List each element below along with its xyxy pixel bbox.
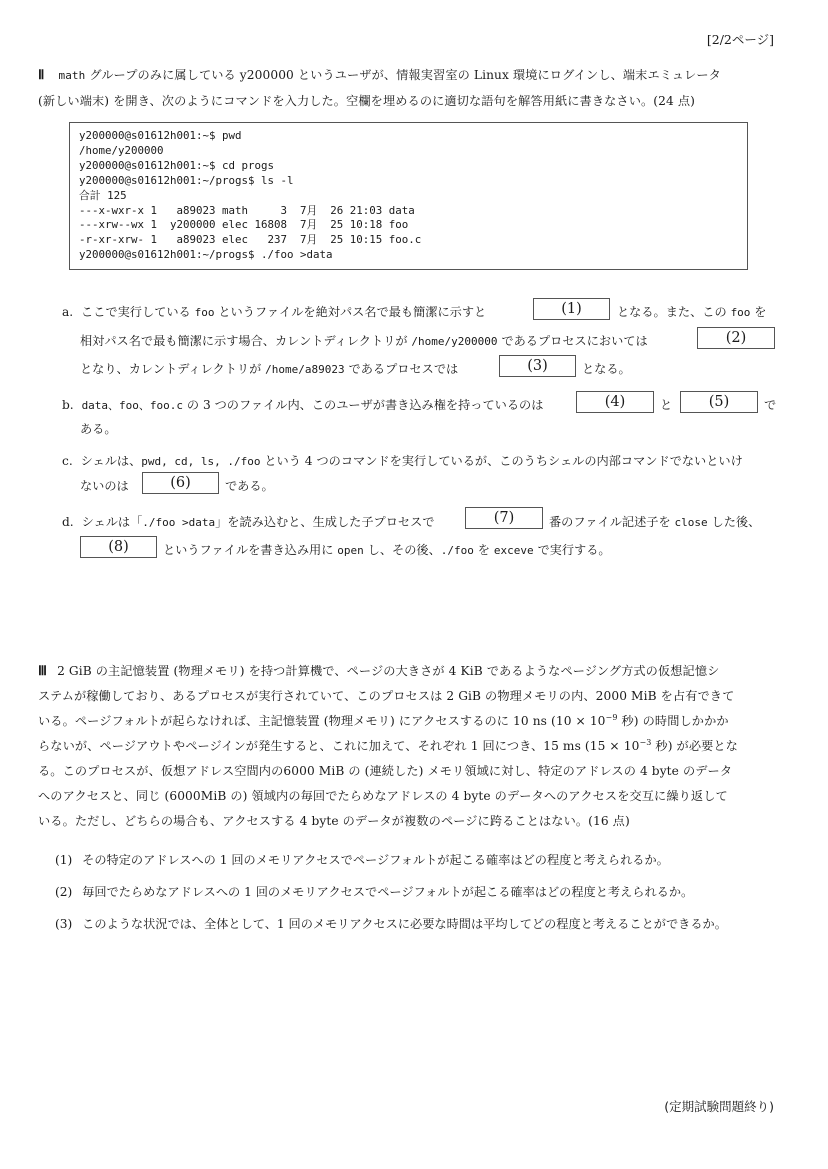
page-indicator: [2/2ページ] — [706, 32, 774, 47]
item-d-line2 — [163, 541, 611, 558]
section3-line1 — [38, 662, 719, 679]
item-c-line1 — [62, 452, 743, 469]
code: /home/a89023 — [265, 363, 345, 376]
exponent: −3 — [639, 737, 652, 747]
text: という 4 つのコマンドを実行しているが、このうちシェルの内部コマンドでないといけ — [260, 454, 743, 468]
item-d-line1-tail — [549, 513, 760, 530]
section3-line2: ステムが稼働しており、あるプロセスが実行されていて、このプロセスは 2 GiB の物理メモリの内、2000 MiB を占有できて — [38, 689, 735, 703]
question-number: (1) — [55, 853, 73, 867]
section3-line7: いる。ただし、どちらの場合も、アクセスする 4 byte のデータが複数のページに跨ることはない。(16 点) — [38, 814, 630, 828]
blank-5[interactable]: (5) — [680, 391, 758, 413]
code: foo — [194, 306, 215, 319]
text: を — [473, 543, 494, 557]
terminal-line: ---xrw--wx 1 y200000 elec 16808 7月 25 10:18 foo — [79, 218, 409, 232]
section3-line5: る。このプロセスが、仮想アドレス空間内の6000 MiB の (連続した) メモリ領域に対し、特定のアドレスの 4 byte のデータ — [38, 764, 733, 778]
blank-4[interactable]: (4) — [576, 391, 654, 413]
item-a-line2 — [80, 332, 648, 349]
blank-3[interactable]: (3) — [499, 355, 576, 377]
item-a-line1-tail — [617, 303, 767, 320]
text: ここで実行している — [81, 305, 195, 319]
text: となる。また、この — [617, 305, 731, 319]
section3-line3 — [38, 712, 729, 729]
item-a-line3 — [80, 360, 458, 377]
text: を — [750, 305, 767, 319]
group-name: math — [58, 69, 86, 82]
item-c-line2: ないのは — [80, 479, 129, 493]
question-text: このような状況では、全体として、1 回のメモリアクセスに必要な時間は平均してどの程度と考えることができるか。 — [82, 917, 727, 931]
text: 」を読み込むと、生成した子プロセスで — [215, 515, 435, 529]
text: 2 GiB の主記憶装置 (物理メモリ) を持つ計算機で、ページの大きさが 4 KiB であるようなページング方式の仮想記憶シ — [57, 664, 720, 678]
item-b-line1 — [62, 396, 543, 413]
terminal-line: ---x-wxr-x 1 a89023 math 3 7月 26 21:03 data — [79, 203, 415, 217]
item-c-tail: である。 — [225, 479, 274, 493]
text: し、その後、 — [363, 543, 441, 557]
code: exceve — [493, 544, 534, 557]
code: foo — [730, 306, 751, 319]
text: であるプロセスでは — [344, 362, 459, 376]
terminal-line: -r-xr-xrw- 1 a89023 elec 237 7月 25 10:15 foo.c — [79, 233, 422, 247]
exponent: −9 — [605, 712, 618, 722]
code: ./foo >data — [142, 516, 216, 529]
question-1 — [55, 851, 669, 868]
question-2 — [55, 883, 693, 900]
terminal-line: y200000@s01612h001:~/progs$ ls -l — [79, 173, 294, 187]
item-label: c. — [62, 454, 73, 468]
terminal-line: 合計 125 — [79, 188, 127, 202]
blank-7[interactable]: (7) — [465, 507, 543, 529]
item-label: d. — [62, 515, 74, 529]
item-b-tail: で — [764, 398, 777, 412]
text: 秒) の時間しかかか — [617, 714, 729, 728]
text: 番のファイル記述子を — [549, 515, 675, 529]
blank-6[interactable]: (6) — [142, 472, 219, 494]
code: open — [337, 544, 364, 557]
blank-2[interactable]: (2) — [697, 327, 775, 349]
question-number: (3) — [55, 917, 73, 931]
item-label: b. — [62, 398, 74, 412]
terminal-line: y200000@s01612h001:~$ pwd — [79, 129, 242, 142]
text: 相対パス名で最も簡潔に示す場合、カレントディレクトリが — [80, 334, 412, 348]
section2-intro-line1 — [38, 66, 721, 83]
item-b-and: と — [660, 398, 673, 412]
section3-numeral: Ⅲ — [38, 663, 48, 678]
item-a-line3-tail: となる。 — [582, 362, 631, 376]
text: いる。ページフォルトが起らなければ、主記憶装置 (物理メモリ) にアクセスするのに 10 ns (10 × 10 — [38, 714, 606, 728]
text: の 3 つのファイル内、このユーザが書き込み権を持っているのは — [183, 398, 544, 412]
question-number: (2) — [55, 885, 73, 899]
question-text: その特定のアドレスへの 1 回のメモリアクセスでページフォルトが起こる確率はどの程度と考えられるか。 — [82, 853, 669, 867]
terminal-line: y200000@s01612h001:~/progs$ ./foo >data — [79, 248, 333, 262]
code: data、foo、foo.c — [81, 399, 184, 412]
text: らないが、ページアウトやページインが発生すると、これに加えて、それぞれ 1 回につき、15 ms (15 × 10 — [38, 739, 640, 753]
item-d-line1 — [62, 513, 435, 530]
section2-numeral: Ⅱ — [38, 67, 45, 82]
text: 秒) が必要とな — [651, 739, 738, 753]
blank-8[interactable]: (8) — [80, 536, 157, 558]
intro-text: グループのみに属している y200000 というユーザが、情報実習室の Linux 環境にログインし、端末エミュレータ — [85, 68, 721, 82]
text: した後、 — [707, 515, 761, 529]
terminal-transcript — [69, 122, 748, 270]
text: であるプロセスにおいては — [497, 334, 648, 348]
text: というファイルを書き込み用に — [163, 543, 338, 557]
section3-line4 — [38, 737, 738, 754]
text: シェルは「 — [81, 515, 143, 529]
question-text: 毎回でたらめなアドレスへの 1 回のメモリアクセスでページフォルトが起こる確率はどの程度と考えられるか。 — [82, 885, 694, 899]
text: となり、カレントディレクトリが — [80, 362, 266, 376]
text: というファイルを絶対パス名で最も簡潔に示すと — [214, 305, 487, 319]
code: /home/y200000 — [411, 335, 498, 348]
terminal-line: y200000@s01612h001:~$ cd progs — [79, 158, 275, 172]
end-of-exam-note: (定期試験問題終り) — [664, 1099, 774, 1114]
code: close — [674, 516, 708, 529]
item-label: a. — [62, 305, 74, 319]
terminal-line: /home/y200000 — [79, 143, 164, 157]
section2-intro-line2: (新しい端末) を開き、次のようにコマンドを入力した。空欄を埋めるのに適切な語句を解答用紙に書きなさい。(24 点) — [38, 94, 695, 108]
item-a-line1 — [62, 303, 486, 320]
text: で実行する。 — [533, 543, 611, 557]
text: シェルは、 — [80, 454, 142, 468]
item-b-line2: ある。 — [80, 422, 117, 436]
question-3 — [55, 915, 727, 932]
code: ./foo — [440, 544, 474, 557]
blank-1[interactable]: (1) — [533, 298, 610, 320]
code: pwd, cd, ls, ./foo — [141, 455, 261, 468]
section3-line6: へのアクセスと、同じ (6000MiB の) 領域内の毎回でたらめなアドレスの 4 byte のデータへのアクセスを交互に繰り返して — [38, 789, 728, 803]
